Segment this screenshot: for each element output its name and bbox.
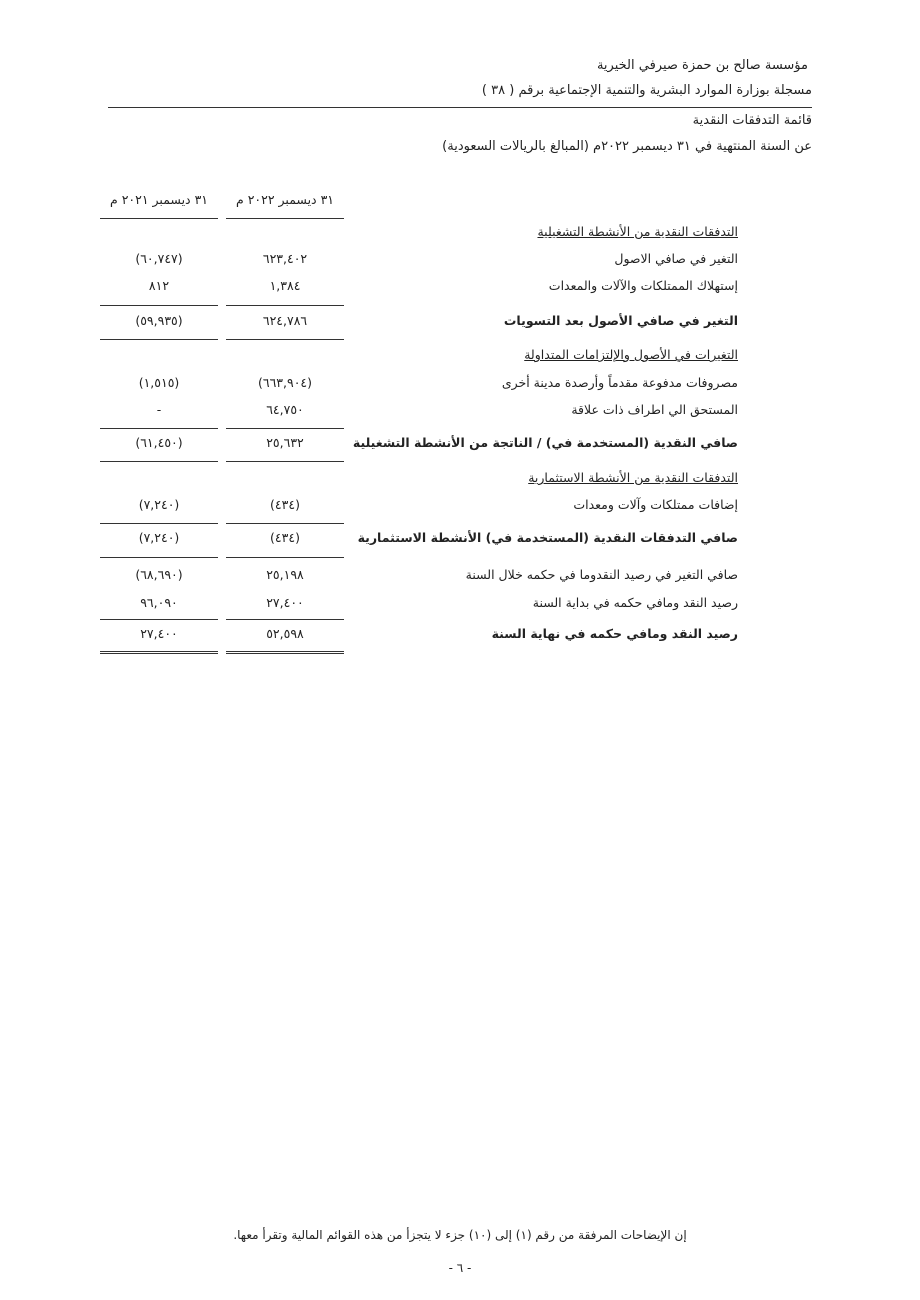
subtotal-rule-2021	[100, 557, 218, 558]
table-row	[0, 373, 920, 393]
registration-line: مسجلة بوزارة الموارد البشرية والتنمية الإجتماعية برقم ( ٣٨ )	[481, 83, 812, 98]
value-2022: ٦٢٣,٤٠٢	[262, 251, 308, 266]
row-label: إضافات ممتلكات وآلات ومعدات	[573, 497, 738, 512]
value-2022: ٢٥,١٩٨	[266, 567, 304, 582]
table-row	[0, 565, 920, 585]
row-label: المستحق الي اطراف ذات علاقة	[571, 402, 738, 417]
total-double-rule-2021	[100, 651, 218, 654]
row-label-total: رصيد النقد ومافي حكمه في نهاية السنة	[491, 626, 738, 641]
section-heading-operating: التدفقات النقدية من الأنشطة التشغيلية	[537, 224, 738, 239]
column-header-rule-2022	[226, 218, 344, 219]
org-name: مؤسسة صالح بن حمزة صيرفي الخيرية	[596, 58, 808, 73]
table-row	[0, 400, 920, 420]
subtotal-rule-2022	[226, 461, 344, 462]
value-2022: ٢٥,٦٣٢	[266, 435, 304, 450]
subtotal-rule-2022	[226, 339, 344, 340]
value-2021: -	[156, 402, 162, 417]
value-2022: ٥٢,٥٩٨	[266, 626, 304, 641]
subtotal-rule-2022	[226, 619, 344, 620]
row-label-subtotal: التغير في صافي الأصول بعد التسويات	[503, 313, 738, 328]
row-label: رصيد النقد ومافي حكمه في بداية السنة	[532, 595, 738, 610]
table-row	[0, 468, 920, 488]
table-row	[0, 311, 920, 331]
subtotal-rule-2021	[100, 461, 218, 462]
value-2022: (٦٦٣,٩٠٤)	[257, 375, 313, 390]
table-row	[0, 528, 920, 548]
value-2021: (١,٥١٥)	[138, 375, 180, 390]
table-row	[0, 624, 920, 644]
value-2021: (٧,٢٤٠)	[138, 530, 180, 545]
header-divider	[108, 107, 812, 108]
column-header-2021: ٣١ ديسمبر ٢٠٢١ م	[109, 192, 209, 207]
column-header-2022: ٣١ ديسمبر ٢٠٢٢ م	[235, 192, 335, 207]
section-heading-working-capital: التغيرات في الأصول والإلتزامات المتداولة	[524, 347, 738, 362]
value-2022: ٦٢٤,٧٨٦	[262, 313, 308, 328]
table-row	[0, 593, 920, 613]
table-row	[0, 276, 920, 296]
value-2021: ٨١٢	[148, 278, 170, 293]
column-header-rule-2021	[100, 218, 218, 219]
subtotal-rule-2021	[100, 428, 218, 429]
value-2021: (٥٩,٩٣٥)	[135, 313, 183, 328]
row-label-subtotal: صافي النقدية (المستخدمة في) / الناتجة من الأنشطة التشغيلية	[352, 435, 738, 450]
subtotal-rule-2021	[100, 339, 218, 340]
row-label-subtotal: صافي التدفقات النقدية (المستخدمة في) الأنشطة الاستثمارية	[357, 530, 738, 545]
value-2021: (٦٨,٦٩٠)	[135, 567, 183, 582]
table-row	[0, 433, 920, 453]
footer-note: إن الإيضاحات المرفقة من رقم (١) إلى (١٠) جزء لا يتجزأ من هذه القوائم المالية وتقرأ معها.	[233, 1228, 687, 1242]
row-label: مصروفات مدفوعة مقدماً وأرصدة مدينة أخرى	[501, 375, 738, 390]
value-2021: ٩٦,٠٩٠	[140, 595, 178, 610]
row-label: التغير في صافي الاصول	[614, 251, 738, 266]
table-row	[0, 495, 920, 515]
value-2022: ١,٣٨٤	[269, 278, 301, 293]
value-2022: ٢٧,٤٠٠	[266, 595, 304, 610]
row-label: صافي التغير في رصيد النقدوما في حكمه خلال السنة	[465, 567, 738, 582]
subtotal-rule-2021	[100, 619, 218, 620]
value-2021: (٧,٢٤٠)	[138, 497, 180, 512]
table-row	[0, 222, 920, 242]
statement-title: قائمة التدفقات النقدية	[692, 113, 812, 128]
total-double-rule-2022	[226, 651, 344, 654]
value-2021: (٦٠,٧٤٧)	[135, 251, 183, 266]
subtotal-rule-2021	[100, 305, 218, 306]
subtotal-rule-2021	[100, 523, 218, 524]
period-line: عن السنة المنتهية في ٣١ ديسمبر ٢٠٢٢م (المبالغ بالريالات السعودية)	[442, 139, 812, 154]
value-2021: ٢٧,٤٠٠	[140, 626, 178, 641]
page-number: - ٦ -	[448, 1261, 472, 1275]
row-label: إستهلاك الممتلكات والآلات والمعدات	[548, 278, 738, 293]
value-2022: (٤٣٤)	[270, 530, 300, 545]
value-2022: (٤٣٤)	[270, 497, 300, 512]
table-row	[0, 249, 920, 269]
value-2022: ٦٤,٧٥٠	[266, 402, 304, 417]
subtotal-rule-2022	[226, 557, 344, 558]
subtotal-rule-2022	[226, 428, 344, 429]
subtotal-rule-2022	[226, 305, 344, 306]
table-row	[0, 345, 920, 365]
value-2021: (٦١,٤٥٠)	[135, 435, 183, 450]
section-heading-investing: التدفقات النقدية من الأنشطة الاستثمارية	[528, 470, 738, 485]
subtotal-rule-2022	[226, 523, 344, 524]
